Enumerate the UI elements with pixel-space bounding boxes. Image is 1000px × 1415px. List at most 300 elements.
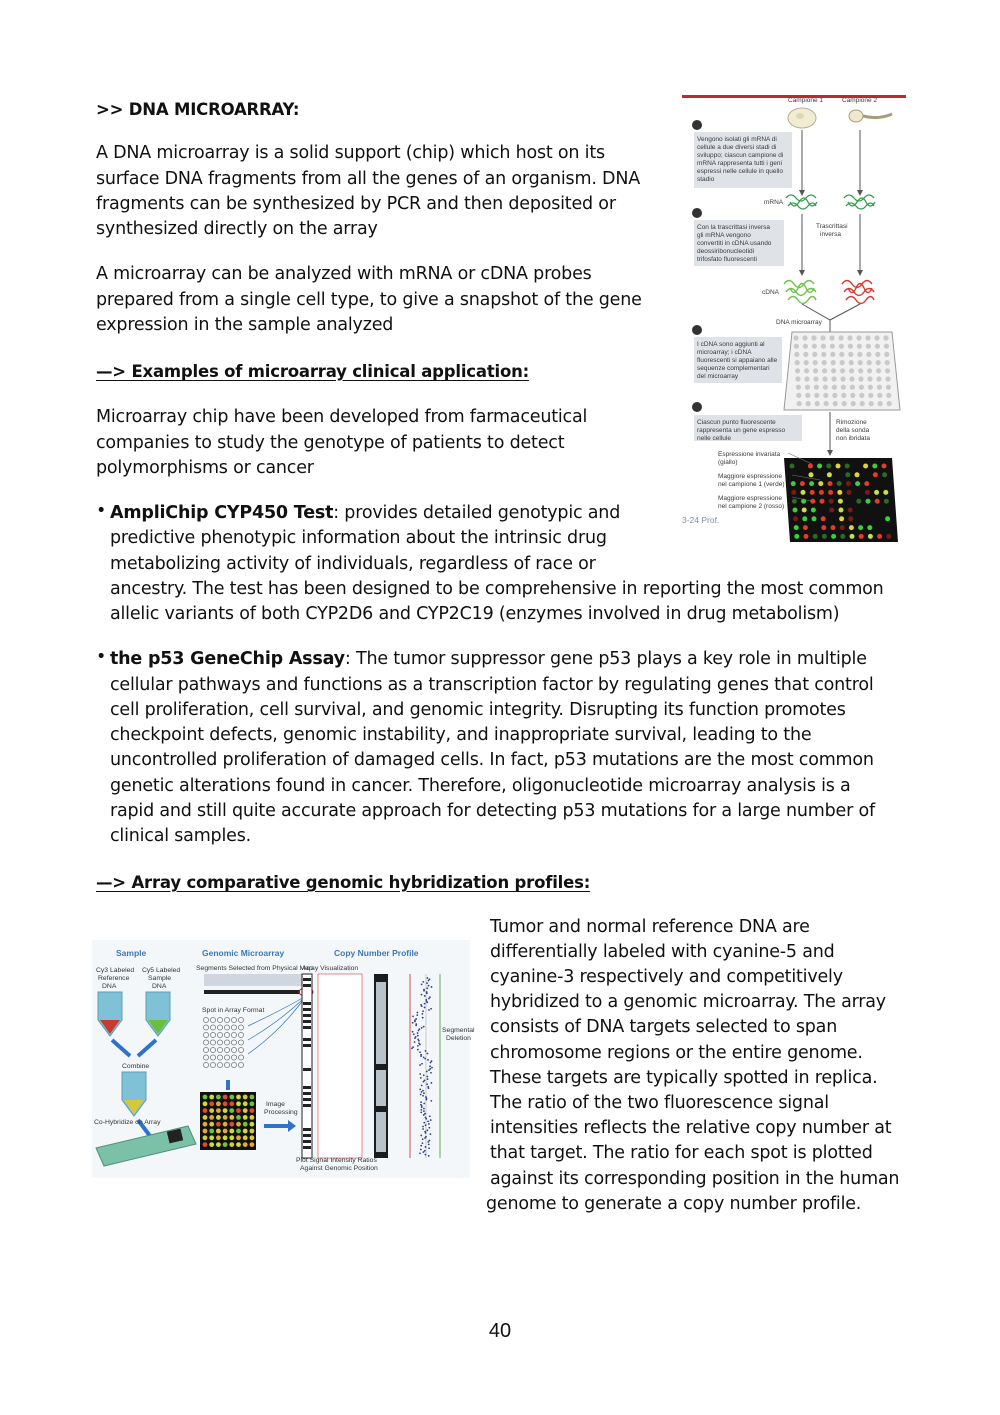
fluorescent-spot bbox=[839, 516, 844, 521]
bullet-text: : The tumor suppressor gene p53 plays a key role in multiple bbox=[344, 649, 867, 669]
data-point bbox=[421, 1085, 423, 1087]
fluorescent-spot bbox=[809, 481, 814, 486]
array-spot bbox=[821, 344, 826, 349]
data-point bbox=[424, 1007, 426, 1009]
text-line: synthesized directly on the array bbox=[96, 219, 378, 239]
array-spot bbox=[229, 1108, 234, 1113]
arrow-head bbox=[827, 450, 833, 456]
step3-text: fluorescenti si appaiano alle bbox=[697, 357, 778, 364]
data-point bbox=[420, 1055, 422, 1057]
microarray-label: DNA microarray bbox=[776, 319, 822, 326]
array-spot bbox=[797, 401, 802, 406]
legend-label: Maggiore espressione bbox=[718, 495, 782, 502]
data-point bbox=[429, 1115, 431, 1117]
data-point bbox=[429, 1133, 431, 1135]
fluorescent-spot bbox=[792, 499, 797, 504]
data-point bbox=[426, 982, 428, 984]
data-point bbox=[424, 1150, 426, 1152]
fluorescent-spot bbox=[882, 464, 887, 469]
step-number-icon bbox=[692, 402, 702, 412]
data-point bbox=[425, 1154, 427, 1156]
removal-label: non ibridata bbox=[836, 435, 870, 442]
fluorescent-spot bbox=[837, 490, 842, 495]
legend-label: Maggiore espressione bbox=[718, 473, 782, 480]
array-spot bbox=[229, 1135, 234, 1140]
data-point bbox=[421, 984, 423, 986]
section-heading-dna-microarray: >> DNA MICROARRAY: bbox=[96, 100, 300, 119]
array-spot bbox=[829, 335, 834, 340]
data-point bbox=[425, 1118, 427, 1120]
fluorescent-spot bbox=[866, 499, 871, 504]
fluorescent-spot bbox=[859, 534, 864, 539]
data-point bbox=[425, 1124, 427, 1126]
step4-text: nelle cellule bbox=[697, 435, 731, 442]
step-number-icon bbox=[692, 208, 702, 218]
rt-label: inversa bbox=[820, 231, 841, 238]
array-spot bbox=[867, 368, 872, 373]
array-spot bbox=[811, 335, 816, 340]
array-spot bbox=[223, 1122, 228, 1127]
fluorescent-spot bbox=[822, 534, 827, 539]
array-spot bbox=[203, 1122, 208, 1127]
array-spot bbox=[841, 385, 846, 390]
fluorescent-spot bbox=[791, 481, 796, 486]
array-spot bbox=[236, 1095, 241, 1100]
data-point bbox=[414, 1041, 416, 1043]
bullet-dot: • bbox=[96, 647, 107, 667]
data-point bbox=[427, 1053, 429, 1055]
fluorescent-spot bbox=[877, 534, 882, 539]
array-spot bbox=[886, 385, 891, 390]
track-segment bbox=[376, 982, 386, 1064]
data-point bbox=[430, 1119, 432, 1121]
text-line: expression in the sample analyzed bbox=[96, 315, 394, 335]
text-line: predictive phenotypic information about the intrinsic drug bbox=[110, 528, 607, 548]
data-point bbox=[430, 1100, 432, 1102]
tube-label: Sample bbox=[148, 975, 172, 982]
sample1-label: Campione 1 bbox=[788, 97, 824, 104]
chromosome-band bbox=[303, 1134, 311, 1137]
array-spot bbox=[839, 344, 844, 349]
array-spot bbox=[250, 1135, 255, 1140]
data-point bbox=[419, 1064, 421, 1066]
step3-text: microarray; i cDNA bbox=[697, 349, 752, 356]
fluorescent-spot bbox=[874, 490, 879, 495]
fluorescent-spot bbox=[883, 490, 888, 495]
data-point bbox=[430, 1072, 432, 1074]
fluorescent-spot bbox=[867, 525, 872, 530]
data-point bbox=[422, 1138, 424, 1140]
array-spot bbox=[203, 1129, 208, 1134]
array-spot bbox=[878, 401, 883, 406]
text-line: surface DNA fragments from all the genes of an organism. DNA bbox=[96, 169, 640, 189]
array-spot bbox=[223, 1135, 228, 1140]
array-spot bbox=[832, 385, 837, 390]
data-point bbox=[428, 1144, 430, 1146]
plot-caption: Plot Signal Intensity Ratios bbox=[296, 1157, 377, 1164]
array-spot bbox=[884, 344, 889, 349]
array-spot bbox=[848, 352, 853, 357]
fluorescent-spot bbox=[827, 472, 832, 477]
fluorescent-spot bbox=[819, 490, 824, 495]
data-point bbox=[421, 1063, 423, 1065]
fluorescent-spot bbox=[828, 490, 833, 495]
fluorescent-spot bbox=[790, 464, 795, 469]
array-spot bbox=[216, 1129, 221, 1134]
array-spot bbox=[216, 1095, 221, 1100]
array-spot bbox=[812, 352, 817, 357]
fluorescent-spot bbox=[826, 464, 831, 469]
array-spot bbox=[869, 401, 874, 406]
fluorescent-spot bbox=[793, 508, 798, 513]
fluorescent-spot bbox=[802, 516, 807, 521]
step1-text: espressi nelle cellule in quello bbox=[697, 168, 783, 175]
array-spot bbox=[243, 1122, 248, 1127]
data-point bbox=[420, 1112, 422, 1114]
fluorescent-spot bbox=[873, 472, 878, 477]
data-point bbox=[422, 981, 424, 983]
text-line: uncontrolled proliferation of damaged cells. In fact, p53 mutations are the most common bbox=[110, 750, 874, 770]
data-point bbox=[427, 1141, 429, 1143]
data-point bbox=[426, 1076, 428, 1078]
fluorescent-spot bbox=[813, 534, 818, 539]
bullet-dot: • bbox=[96, 501, 107, 521]
array-spot bbox=[849, 360, 854, 365]
array-spot bbox=[867, 360, 872, 365]
fluorescent-spot bbox=[858, 525, 863, 530]
fluorescent-spot bbox=[886, 534, 891, 539]
step1-text: cellule a due diversi stadi di bbox=[697, 144, 777, 151]
array-spot bbox=[223, 1142, 228, 1147]
text-line: genome to generate a copy number profile. bbox=[486, 1194, 862, 1214]
data-point bbox=[413, 1033, 415, 1035]
array-spot bbox=[802, 335, 807, 340]
array-spot bbox=[794, 352, 799, 357]
data-point bbox=[428, 985, 430, 987]
text-line: polymorphisms or cancer bbox=[96, 458, 314, 478]
array-spot bbox=[223, 1129, 228, 1134]
array-spot bbox=[859, 385, 864, 390]
image-processing-label: Processing bbox=[264, 1109, 298, 1116]
array-spot bbox=[236, 1101, 241, 1106]
data-point bbox=[424, 1003, 426, 1005]
data-point bbox=[430, 1082, 432, 1084]
microarray-workflow-figure bbox=[680, 92, 908, 542]
array-spot bbox=[229, 1095, 234, 1100]
array-spot bbox=[804, 368, 809, 373]
text-line: allelic variants of both CYP2D6 and CYP2C19 (enzymes involved in drug metabolism) bbox=[110, 604, 840, 624]
array-spot bbox=[793, 335, 798, 340]
step3-text: del microarray bbox=[697, 373, 739, 380]
array-spot bbox=[838, 335, 843, 340]
text-line: hybridized to a genomic microarray. The array bbox=[490, 992, 886, 1012]
data-point bbox=[417, 1045, 419, 1047]
chromosome-band bbox=[303, 1026, 311, 1029]
array-spot bbox=[250, 1108, 255, 1113]
array-visualization-label: Array Visualization bbox=[302, 965, 359, 972]
array-spot bbox=[868, 393, 873, 398]
fluorescent-spot bbox=[884, 499, 889, 504]
array-spot bbox=[203, 1095, 208, 1100]
array-spot bbox=[236, 1135, 241, 1140]
data-point bbox=[414, 1021, 416, 1023]
text-line: The ratio of the two fluorescence signal bbox=[490, 1093, 829, 1113]
step3-text: I cDNA sono aggiunti al bbox=[697, 341, 765, 348]
step2-text: gli mRNA vengono bbox=[697, 232, 751, 239]
data-point bbox=[427, 1078, 429, 1080]
chromosome-band bbox=[303, 1092, 311, 1095]
array-spot bbox=[885, 360, 890, 365]
data-point bbox=[411, 1048, 413, 1050]
data-point bbox=[418, 1030, 420, 1032]
array-spot bbox=[209, 1129, 214, 1134]
array-spot bbox=[236, 1142, 241, 1147]
text-line: cyanine-3 respectively and competitively bbox=[490, 967, 843, 987]
section-heading-acgh: —> Array comparative genomic hybridization profiles: bbox=[96, 873, 591, 892]
data-point bbox=[425, 1146, 427, 1148]
array-spot bbox=[831, 376, 836, 381]
array-spot bbox=[250, 1101, 255, 1106]
array-spot bbox=[203, 1108, 208, 1113]
array-spot bbox=[840, 368, 845, 373]
removal-label: della sonda bbox=[836, 427, 870, 434]
chromosome-band bbox=[303, 1002, 311, 1005]
array-spot bbox=[250, 1129, 255, 1134]
array-spot bbox=[832, 393, 837, 398]
data-point bbox=[430, 1008, 432, 1010]
arrow-head bbox=[799, 270, 805, 276]
data-point bbox=[422, 1017, 424, 1019]
chromosome-band bbox=[303, 1038, 311, 1041]
data-point bbox=[419, 1088, 421, 1090]
data-point bbox=[414, 1037, 416, 1039]
chromosome-band bbox=[303, 1098, 311, 1101]
fluorescent-spot bbox=[802, 508, 807, 513]
array-spot bbox=[850, 393, 855, 398]
text-line: cellular pathways and functions as a transcription factor by regulating genes that control bbox=[110, 675, 874, 695]
data-point bbox=[428, 1123, 430, 1125]
array-spot bbox=[840, 376, 845, 381]
fluorescent-spot bbox=[829, 499, 834, 504]
egg-nucleus bbox=[796, 113, 804, 119]
fluorescent-spot bbox=[810, 490, 815, 495]
physical-map-bar bbox=[204, 974, 304, 986]
data-point bbox=[423, 1110, 425, 1112]
page-number: 40 bbox=[488, 1320, 512, 1342]
array-spot bbox=[865, 335, 870, 340]
fluorescent-spot bbox=[875, 499, 880, 504]
array-spot bbox=[831, 368, 836, 373]
array-spot bbox=[203, 1115, 208, 1120]
fluorescent-spot bbox=[849, 525, 854, 530]
step1-text: sviluppo; ciascun campione di bbox=[697, 152, 784, 159]
data-point bbox=[424, 995, 426, 997]
data-point bbox=[426, 987, 428, 989]
array-spot bbox=[874, 335, 879, 340]
array-spot bbox=[848, 344, 853, 349]
chromosome-band bbox=[303, 1128, 311, 1131]
fluorescent-spot bbox=[868, 534, 873, 539]
data-point bbox=[422, 1090, 424, 1092]
array-spot bbox=[250, 1142, 255, 1147]
array-spot bbox=[229, 1129, 234, 1134]
data-point bbox=[420, 1077, 422, 1079]
array-spot bbox=[849, 368, 854, 373]
data-point bbox=[423, 1081, 425, 1083]
array-spot bbox=[813, 376, 818, 381]
step2-text: deossiribonucleotidi bbox=[697, 248, 755, 255]
array-spot bbox=[203, 1142, 208, 1147]
array-spot bbox=[877, 393, 882, 398]
fluorescent-spot bbox=[803, 525, 808, 530]
segmental-deletion-label: Deletion bbox=[446, 1035, 471, 1042]
array-spot bbox=[842, 401, 847, 406]
array-spot bbox=[223, 1101, 228, 1106]
fluorescent-spot bbox=[840, 534, 845, 539]
data-point bbox=[421, 1091, 423, 1093]
data-point bbox=[423, 1114, 425, 1116]
array-spot bbox=[209, 1142, 214, 1147]
data-point bbox=[426, 992, 428, 994]
section-heading-clinical-application: —> Examples of microarray clinical application: bbox=[96, 362, 530, 381]
chromosome-segments bbox=[204, 990, 300, 994]
fluorescent-spot bbox=[808, 464, 813, 469]
array-spot bbox=[876, 368, 881, 373]
fluorescent-spot bbox=[794, 525, 799, 530]
text-line: cell proliferation, cell survival, and genomic integrity. Disrupting its function promotes bbox=[110, 700, 846, 720]
text-line: companies to study the genotype of patients to detect bbox=[96, 433, 565, 453]
array-spot bbox=[821, 352, 826, 357]
array-spot bbox=[236, 1122, 241, 1127]
step2-text: trifosfato fluorescenti bbox=[697, 256, 757, 263]
data-point bbox=[423, 990, 425, 992]
fluorescent-spot bbox=[848, 508, 853, 513]
data-point bbox=[423, 1026, 425, 1028]
fluorescent-spot bbox=[846, 481, 851, 486]
array-spot bbox=[858, 376, 863, 381]
step1-text: Vengono isolati gli mRNA di bbox=[697, 136, 777, 143]
array-spot bbox=[216, 1115, 221, 1120]
hybridized-array-image bbox=[200, 1092, 256, 1150]
array-spot bbox=[805, 385, 810, 390]
array-spot bbox=[867, 376, 872, 381]
step-number-icon bbox=[692, 325, 702, 335]
array-spot bbox=[815, 401, 820, 406]
data-point bbox=[423, 1108, 425, 1110]
data-point bbox=[428, 998, 430, 1000]
data-point bbox=[415, 1024, 417, 1026]
array-spot bbox=[243, 1129, 248, 1134]
array-spot bbox=[229, 1142, 234, 1147]
text-line: fragments can be synthesized by PCR and then deposited or bbox=[96, 194, 616, 214]
array-spot bbox=[795, 360, 800, 365]
data-point bbox=[426, 1001, 428, 1003]
data-point bbox=[421, 1027, 423, 1029]
track-segment bbox=[376, 1112, 386, 1152]
text-line: rapid and still quite accurate approach for detecting p53 mutations for a large number of bbox=[110, 801, 875, 821]
data-point bbox=[421, 1106, 423, 1108]
array-spot bbox=[203, 1135, 208, 1140]
text-line: Microarray chip have been developed from farmaceutical bbox=[96, 407, 588, 427]
fluorescent-spot bbox=[828, 481, 833, 486]
data-point bbox=[423, 1092, 425, 1094]
fluorescent-spot bbox=[847, 490, 852, 495]
image-processing-label: Image bbox=[266, 1101, 285, 1108]
fluorescent-spot bbox=[831, 525, 836, 530]
array-spot bbox=[868, 385, 873, 390]
cdna-strands-illustration bbox=[784, 281, 874, 304]
array-spot bbox=[803, 352, 808, 357]
array-spot bbox=[858, 368, 863, 373]
sample-title: Sample bbox=[116, 948, 147, 958]
fluorescent-spot bbox=[864, 481, 869, 486]
fluorescent-spot bbox=[885, 516, 890, 521]
fluorescent-spot bbox=[837, 481, 842, 486]
data-point bbox=[419, 1073, 421, 1075]
text-line: chromosome regions or the entire genome. bbox=[490, 1043, 863, 1063]
array-spot bbox=[236, 1115, 241, 1120]
chromosome-band bbox=[303, 1140, 311, 1143]
sample2-label: Campione 2 bbox=[842, 97, 878, 104]
array-spot bbox=[243, 1095, 248, 1100]
data-point bbox=[420, 1149, 422, 1151]
data-point bbox=[425, 1099, 427, 1101]
text-line bbox=[110, 647, 867, 672]
array-spot bbox=[830, 344, 835, 349]
fluorescent-spot bbox=[840, 525, 845, 530]
step1-text: mRNA rappresenta tutti i geni bbox=[697, 160, 782, 167]
array-spot bbox=[847, 335, 852, 340]
chromosome-band bbox=[303, 978, 311, 981]
data-point bbox=[416, 1012, 418, 1014]
data-point bbox=[425, 1050, 427, 1052]
cdna-label: cDNA bbox=[762, 289, 779, 296]
array-spot bbox=[795, 376, 800, 381]
array-spot bbox=[886, 393, 891, 398]
fluorescent-spot bbox=[839, 508, 844, 513]
fluorescent-spot bbox=[800, 481, 805, 486]
data-point bbox=[422, 1095, 424, 1097]
data-point bbox=[423, 1074, 425, 1076]
tube-label: Cy5 Labeled bbox=[142, 967, 181, 974]
bullet-title: AmpliChip CYP450 Test bbox=[110, 503, 334, 523]
data-point bbox=[430, 1062, 432, 1064]
array-spot bbox=[876, 360, 881, 365]
data-point bbox=[428, 1009, 430, 1011]
data-point bbox=[422, 1142, 424, 1144]
step4-text: rappresenta un gene espresso bbox=[697, 427, 786, 434]
array-spot bbox=[804, 360, 809, 365]
array-spot bbox=[822, 360, 827, 365]
array-spot bbox=[813, 368, 818, 373]
data-point bbox=[421, 994, 423, 996]
fluorescent-spot bbox=[845, 472, 850, 477]
text-line: genetic alterations found in cancer. Therefore, oligonucleotide microarray analysis is a bbox=[110, 776, 851, 796]
text-line: against its corresponding position in the human bbox=[490, 1169, 900, 1189]
array-spot bbox=[887, 401, 892, 406]
step3-text: sequenze complementari bbox=[697, 365, 770, 372]
fluorescent-spot bbox=[855, 481, 860, 486]
chromosome-band bbox=[303, 1014, 311, 1017]
fluorescent-spot bbox=[829, 508, 834, 513]
text-line: Tumor and normal reference DNA are bbox=[490, 917, 810, 937]
array-spot bbox=[243, 1115, 248, 1120]
fluorescent-spot bbox=[856, 499, 861, 504]
fluorescent-spot bbox=[809, 472, 814, 477]
array-spot bbox=[209, 1108, 214, 1113]
fluorescent-spot bbox=[818, 481, 823, 486]
embryo-tail bbox=[863, 114, 892, 118]
